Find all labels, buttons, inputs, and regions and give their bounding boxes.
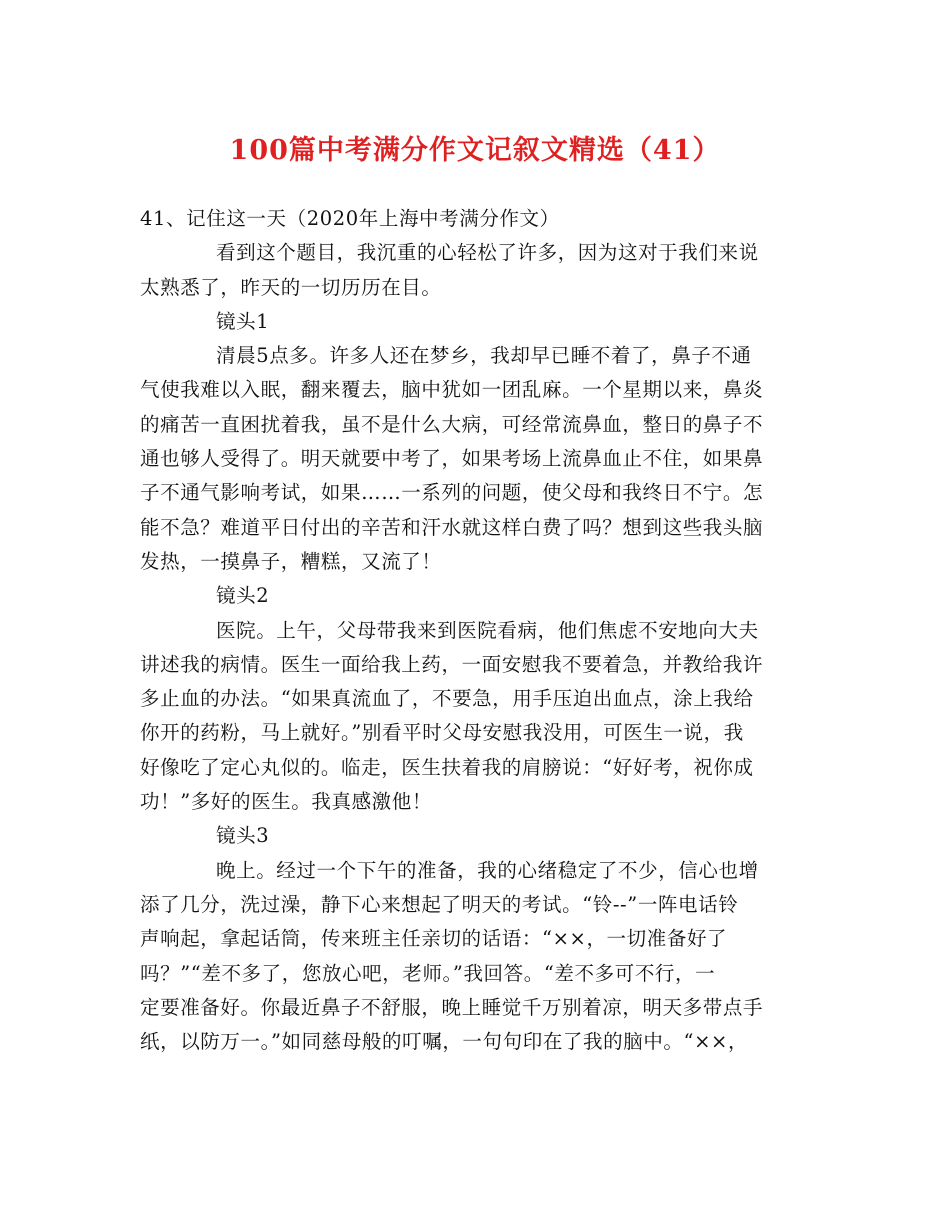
paragraph-line: 定要准备好。你最近鼻子不舒服，晚上睡觉千万别着凉，明天多带点手 bbox=[140, 995, 764, 1019]
document-title: 100篇中考满分作文记叙文精选（41） bbox=[229, 135, 721, 166]
paragraph-line: 添了几分，洗过澡，静下心来想起了明天的考试。“铃--”一阵电话铃 bbox=[140, 892, 739, 916]
document-body bbox=[140, 202, 820, 1059]
section-heading: 镜头3 bbox=[216, 824, 270, 848]
paragraph-line: 讲述我的病情。医生一面给我上药，一面安慰我不要着急，并教给我许 bbox=[140, 652, 764, 676]
paragraph-line: 吗？”“差不多了，您放心吧，老师。”我回答。“差不多可不行，一 bbox=[140, 961, 716, 985]
paragraph-line: 发热，一摸鼻子，糟糕，又流了！ bbox=[140, 549, 442, 573]
section-heading: 镜头2 bbox=[216, 584, 270, 608]
paragraph-line: 多止血的办法。“如果真流血了，不要急，用手压迫出血点，涂上我给 bbox=[140, 687, 754, 711]
paragraph-line: 气使我难以入眠，翻来覆去，脑中犹如一团乱麻。一个星期以来，鼻炎 bbox=[140, 378, 764, 402]
paragraph-line: 的痛苦一直困扰着我，虽不是什么大病，可经常流鼻血，整日的鼻子不 bbox=[140, 412, 764, 436]
paragraph-line: 晚上。经过一个下午的准备，我的心绪稳定了不少，信心也增 bbox=[216, 858, 759, 882]
section-heading: 镜头1 bbox=[216, 309, 270, 333]
paragraph-line: 功！”多好的医生。我真感激他！ bbox=[140, 790, 432, 814]
paragraph-line: 通也够人受得了。明天就要中考了，如果考场上流鼻血止不住，如果鼻 bbox=[140, 447, 764, 471]
paragraph-line: 能不急？难道平日付出的辛苦和汗水就这样白费了吗？想到这些我头脑 bbox=[140, 515, 764, 539]
paragraph-line: 你开的药粉，马上就好。”别看平时父母安慰我没用，可医生一说，我 bbox=[140, 721, 744, 745]
paragraph-line: 太熟悉了，昨天的一切历历在目。 bbox=[140, 275, 442, 299]
article-heading: 41、记住这一天（2020年上海中考满分作文） bbox=[140, 207, 560, 230]
paragraph-line: 声响起，拿起话筒，传来班主任亲切的话语：“××，一切准备好了 bbox=[140, 927, 728, 951]
paragraph-line: 纸，以防万一。”如同慈母般的叮嘱，一句句印在了我的脑中。“××， bbox=[140, 1030, 749, 1054]
paragraph-line: 医院。上午，父母带我来到医院看病，他们焦虑不安地向大夫 bbox=[216, 618, 759, 642]
paragraph-line: 清晨5点多。许多人还在梦乡，我却早已睡不着了，鼻子不通 bbox=[216, 344, 752, 368]
paragraph-line: 好像吃了定心丸似的。临走，医生扶着我的肩膀说：“好好考，祝你成 bbox=[140, 755, 754, 779]
paragraph-line: 看到这个题目，我沉重的心轻松了许多，因为这对于我们来说 bbox=[216, 241, 759, 265]
paragraph-line: 子不通气影响考试，如果……一系列的问题，使父母和我终日不宁。怎 bbox=[140, 481, 764, 505]
